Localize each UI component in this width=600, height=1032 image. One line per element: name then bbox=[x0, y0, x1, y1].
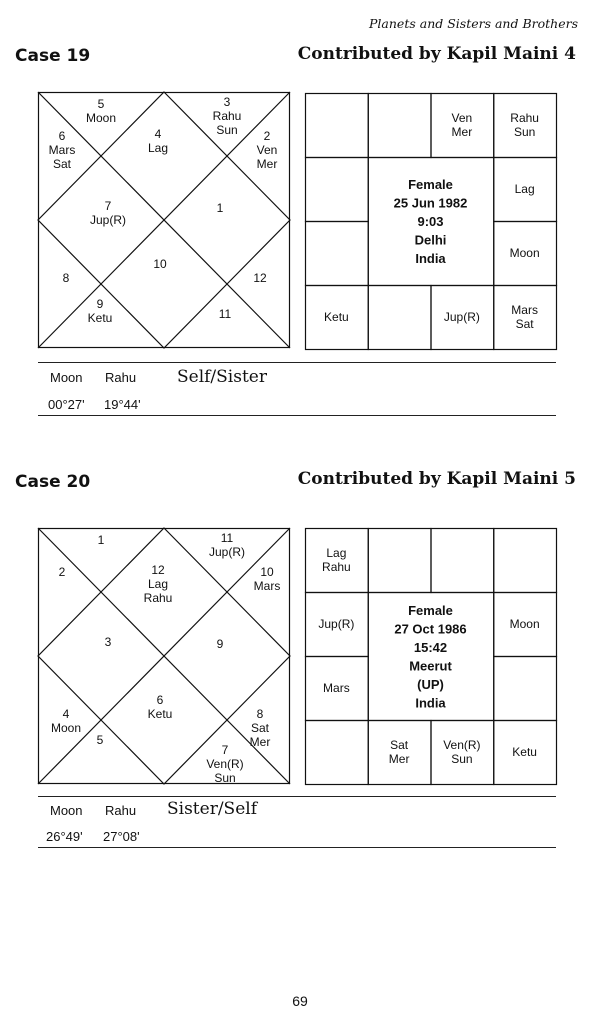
house-number: 10 bbox=[260, 565, 274, 579]
planet-label: Rahu bbox=[212, 109, 242, 123]
sign-cell-capricorn bbox=[306, 222, 369, 286]
house-number: 6 bbox=[156, 693, 164, 707]
moon-degree: 26°49' bbox=[46, 829, 83, 844]
house-number: 5 bbox=[97, 97, 105, 111]
sign-cell-aries bbox=[368, 529, 431, 593]
house-number: 9 bbox=[216, 637, 224, 651]
case-19-contributor: Contributed by Kapil Maini 4 bbox=[297, 44, 576, 64]
planet-label: Mer bbox=[388, 752, 410, 766]
planet-label: Lag bbox=[514, 182, 535, 196]
house-number: 3 bbox=[104, 635, 112, 649]
sign-cell-sagittarius bbox=[306, 721, 369, 785]
planet-label: Sat bbox=[52, 157, 72, 171]
case-19-south-chart bbox=[305, 93, 556, 349]
moon-label: Moon bbox=[50, 803, 83, 818]
planet-label: Lag bbox=[326, 546, 347, 560]
house-number: 2 bbox=[58, 565, 66, 579]
planet-label: Mars bbox=[323, 681, 350, 695]
planet-label: Moon bbox=[509, 617, 540, 631]
relation-label: Sister/Self bbox=[167, 799, 257, 819]
house-number: 1 bbox=[216, 201, 224, 215]
case-20-title: Case 20 bbox=[15, 472, 91, 492]
planet-label: Ven(R) bbox=[206, 757, 244, 771]
house-number: 8 bbox=[256, 707, 264, 721]
planet-label: Sat bbox=[390, 738, 409, 752]
planet-label: Lag bbox=[147, 141, 169, 155]
planet-label: Mer bbox=[451, 125, 473, 139]
sign-cell-taurus bbox=[431, 529, 494, 593]
planet-label: Mer bbox=[249, 735, 271, 749]
page-number: 69 bbox=[292, 993, 308, 1009]
planet-label: Ketu bbox=[147, 707, 173, 721]
planet-label: Mars bbox=[253, 579, 281, 593]
planet-label: Sun bbox=[513, 125, 536, 139]
house-number: 10 bbox=[153, 257, 167, 271]
house-number: 4 bbox=[154, 127, 162, 141]
case-19-north-chart bbox=[38, 92, 290, 348]
planet-label: Mer bbox=[256, 157, 278, 171]
divider bbox=[38, 847, 556, 848]
house-number: 7 bbox=[221, 743, 229, 757]
sign-cell-aquarius bbox=[306, 158, 369, 222]
house-number: 4 bbox=[62, 707, 70, 721]
planet-label: Moon bbox=[509, 246, 540, 260]
house-number: 8 bbox=[62, 271, 70, 285]
planet-label: Ketu bbox=[87, 311, 113, 325]
planet-label: Sun bbox=[216, 123, 238, 137]
rahu-label: Rahu bbox=[105, 370, 137, 385]
divider bbox=[38, 796, 556, 797]
rahu-degree: 19°44' bbox=[104, 397, 141, 412]
birth-details: (UP) bbox=[417, 676, 444, 692]
divider bbox=[38, 415, 556, 416]
birth-details: Female bbox=[408, 177, 453, 192]
case-20-south-chart bbox=[305, 528, 556, 784]
planet-label: Sat bbox=[515, 317, 534, 331]
sign-cell-leo bbox=[494, 657, 557, 721]
planet-label: Sun bbox=[214, 771, 236, 785]
planet-label: Ketu bbox=[324, 310, 349, 324]
house-number: 11 bbox=[218, 307, 232, 321]
house-number: 5 bbox=[96, 733, 104, 747]
planet-label: Lag bbox=[147, 577, 169, 591]
planet-label: Moon bbox=[85, 111, 117, 125]
case-20-north-chart bbox=[38, 528, 290, 784]
house-number: 12 bbox=[151, 563, 165, 577]
planet-label: Jup(R) bbox=[318, 617, 355, 631]
moon-degree: 00°27' bbox=[48, 397, 85, 412]
house-number: 3 bbox=[223, 95, 231, 109]
sign-cell-aries bbox=[368, 94, 431, 158]
birth-details: 9:03 bbox=[417, 214, 444, 229]
house-number: 6 bbox=[58, 129, 66, 143]
birth-details: 27 Oct 1986 bbox=[394, 621, 467, 637]
house-number: 1 bbox=[97, 533, 105, 547]
planet-label: Jup(R) bbox=[443, 310, 480, 324]
divider bbox=[38, 362, 556, 363]
planet-label: Sun bbox=[451, 752, 473, 766]
planet-label: Rahu bbox=[143, 591, 173, 605]
house-number: 2 bbox=[263, 129, 271, 143]
planet-label: Mars bbox=[48, 143, 76, 157]
planet-label: Ven bbox=[256, 143, 278, 157]
birth-details: 15:42 bbox=[413, 639, 448, 655]
rahu-degree: 27°08' bbox=[103, 829, 140, 844]
sign-cell-pisces bbox=[306, 94, 369, 158]
planet-label: Moon bbox=[50, 721, 82, 735]
birth-details: India bbox=[415, 251, 446, 266]
house-number: 9 bbox=[96, 297, 104, 311]
birth-details: India bbox=[415, 695, 446, 711]
moon-label: Moon bbox=[50, 370, 83, 385]
case-19-title: Case 19 bbox=[15, 46, 91, 66]
planet-label: Mars bbox=[511, 303, 538, 317]
sign-cell-scorpio bbox=[368, 286, 431, 350]
house-number: 12 bbox=[253, 271, 267, 285]
sign-cell-gemini bbox=[494, 529, 557, 593]
birth-details: Female bbox=[408, 602, 453, 618]
planet-label: Ven bbox=[451, 111, 473, 125]
birth-details: 25 Jun 1982 bbox=[393, 195, 468, 211]
planet-label: Rahu bbox=[322, 560, 351, 574]
planet-label: Sat bbox=[250, 721, 270, 735]
birth-details: Meerut bbox=[409, 658, 452, 674]
birth-details: Delhi bbox=[414, 232, 447, 248]
planet-label: Rahu bbox=[510, 111, 539, 125]
case-20-contributor: Contributed by Kapil Maini 5 bbox=[297, 469, 576, 489]
planet-label: Ketu bbox=[512, 745, 537, 759]
house-number: 11 bbox=[220, 531, 234, 545]
rahu-label: Rahu bbox=[105, 803, 137, 818]
planet-label: Ven(R) bbox=[443, 738, 481, 752]
planet-label: Jup(R) bbox=[208, 545, 246, 559]
planet-label: Jup(R) bbox=[89, 213, 127, 227]
house-number: 7 bbox=[104, 199, 112, 213]
relation-label: Self/Sister bbox=[177, 367, 267, 387]
running-header: Planets and Sisters and Brothers bbox=[369, 16, 578, 31]
